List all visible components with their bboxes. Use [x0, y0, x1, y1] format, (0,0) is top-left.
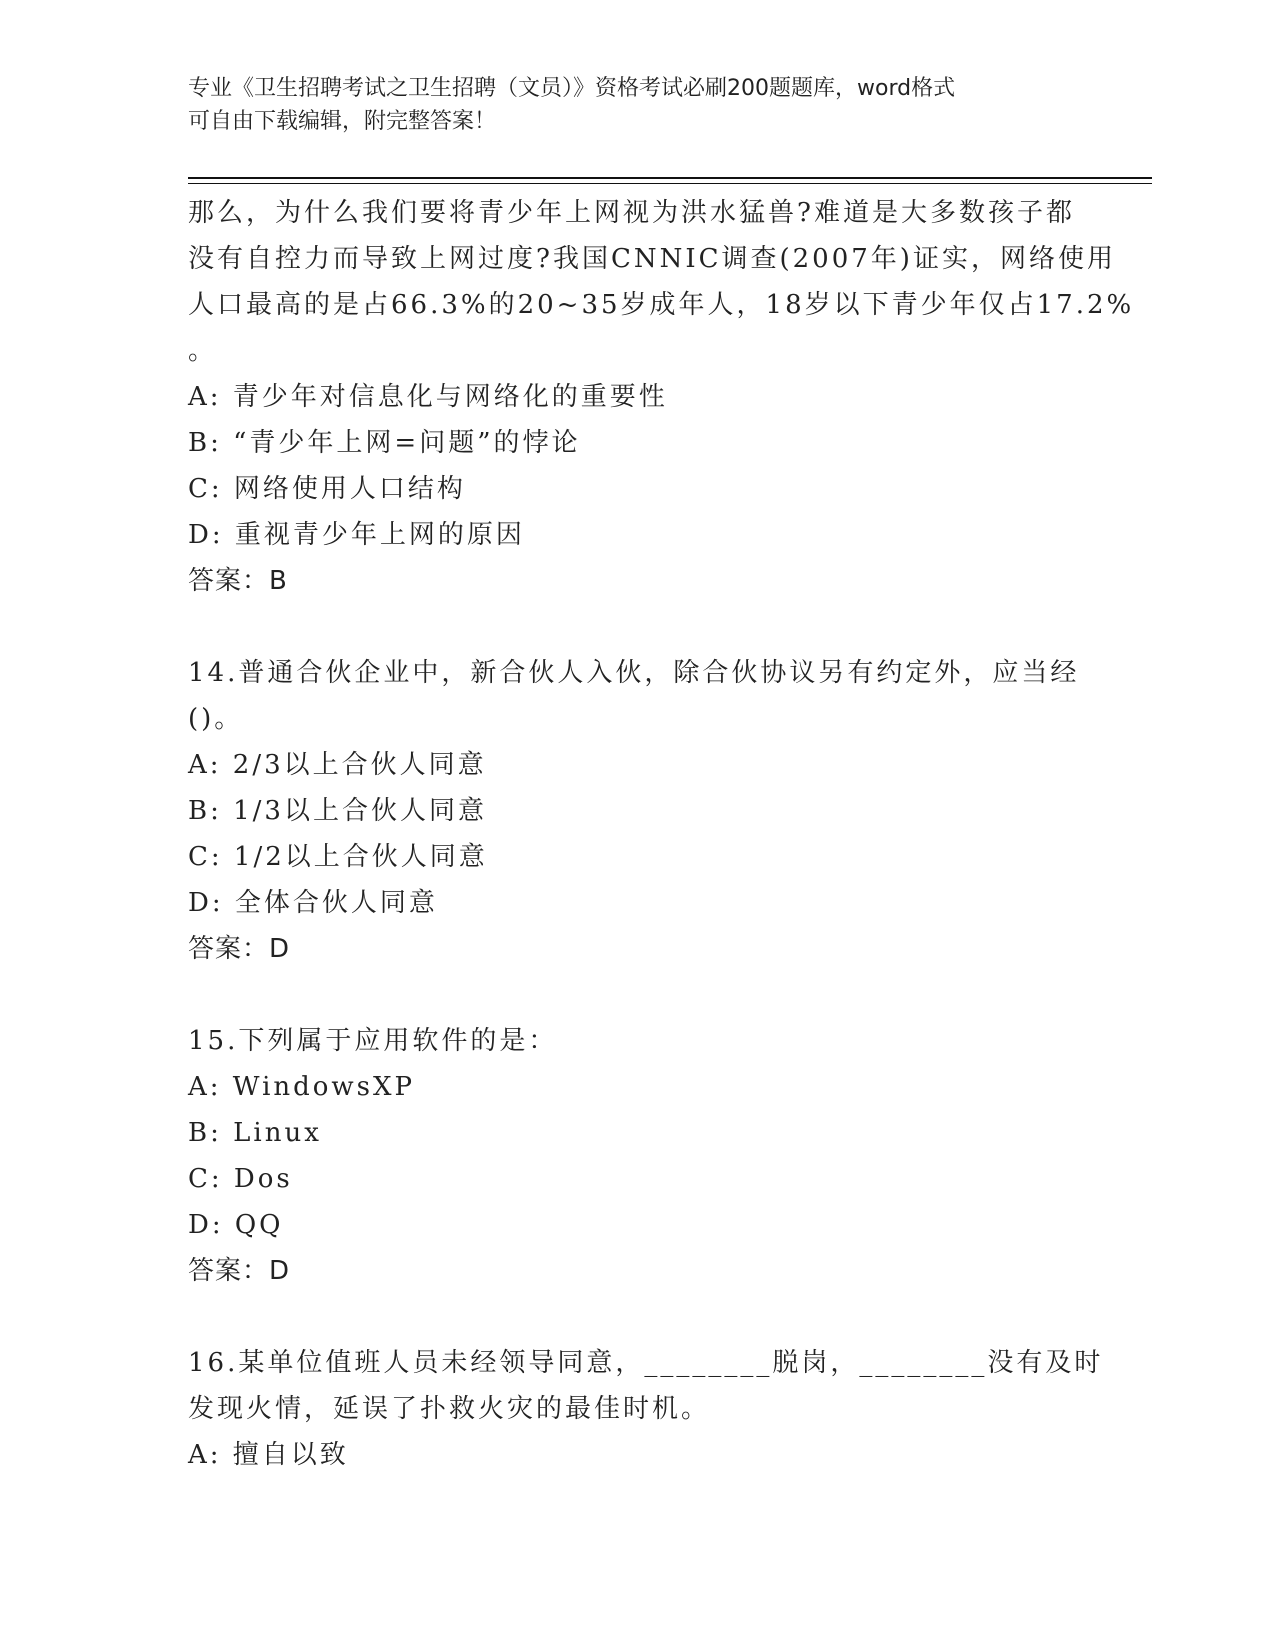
question-stem-line: 。 [188, 336, 218, 366]
option-a: A: 擅自以致 [188, 1440, 349, 1470]
document-header [188, 72, 1088, 138]
option-d: D: 重视青少年上网的原因 [188, 520, 525, 550]
question-stem-line: 那么，为什么我们要将青少年上网视为洪水猛兽?难道是大多数孩子都 [188, 198, 1075, 228]
option-b: B: 1/3以上合伙人同意 [188, 796, 487, 826]
question-stem-line: 16.某单位值班人员未经领导同意，________脱岗，________没有及时 [188, 1348, 1104, 1378]
option-c: C: 网络使用人口结构 [188, 474, 466, 504]
option-b: B: Linux [188, 1118, 322, 1148]
option-a: A: 青少年对信息化与网络化的重要性 [188, 382, 668, 412]
question-16 [188, 1340, 1104, 1478]
question-15 [188, 1018, 1088, 1294]
question-stem-line: 人口最高的是占66.3%的20~35岁成年人，18岁以下青少年仅占17.2% [188, 290, 1135, 320]
option-d: D: QQ [188, 1210, 284, 1240]
question-stem-line: 没有自控力而导致上网过度?我国CNNIC调查(2007年)证实，网络使用 [188, 244, 1116, 274]
question-stem-line: 15.下列属于应用软件的是： [188, 1026, 558, 1056]
header-divider-thin [188, 183, 1152, 184]
spacer [188, 604, 1088, 650]
option-c: C: Dos [188, 1164, 293, 1194]
question-stem-line: 14.普通合伙企业中，新合伙人入伙，除合伙协议另有约定外，应当经 [188, 658, 1080, 688]
question-stem-line: ()。 [188, 704, 244, 734]
option-d: D: 全体合伙人同意 [188, 888, 438, 918]
header-line-2: 可自由下载编辑，附完整答案！ [188, 109, 497, 134]
option-c: C: 1/2以上合伙人同意 [188, 842, 488, 872]
answer-line: 答案：D [188, 934, 291, 964]
question-13 [188, 190, 1135, 604]
question-14 [188, 650, 1088, 972]
question-content [188, 190, 1135, 1478]
header-line-1: 专业《卫生招聘考试之卫生招聘（文员）》资格考试必刷200题题库，word格式 [188, 76, 956, 101]
option-a: A: 2/3以上合伙人同意 [188, 750, 487, 780]
spacer [188, 1294, 1088, 1340]
option-b: B: “青少年上网=问题”的悖论 [188, 428, 581, 458]
option-a: A: WindowsXP [188, 1072, 416, 1102]
header-divider [188, 177, 1152, 179]
answer-line: 答案：D [188, 1256, 291, 1286]
question-stem-line: 发现火情，延误了扑救火灾的最佳时机。 [188, 1394, 711, 1424]
spacer [188, 972, 1088, 1018]
answer-line: 答案：B [188, 566, 288, 596]
